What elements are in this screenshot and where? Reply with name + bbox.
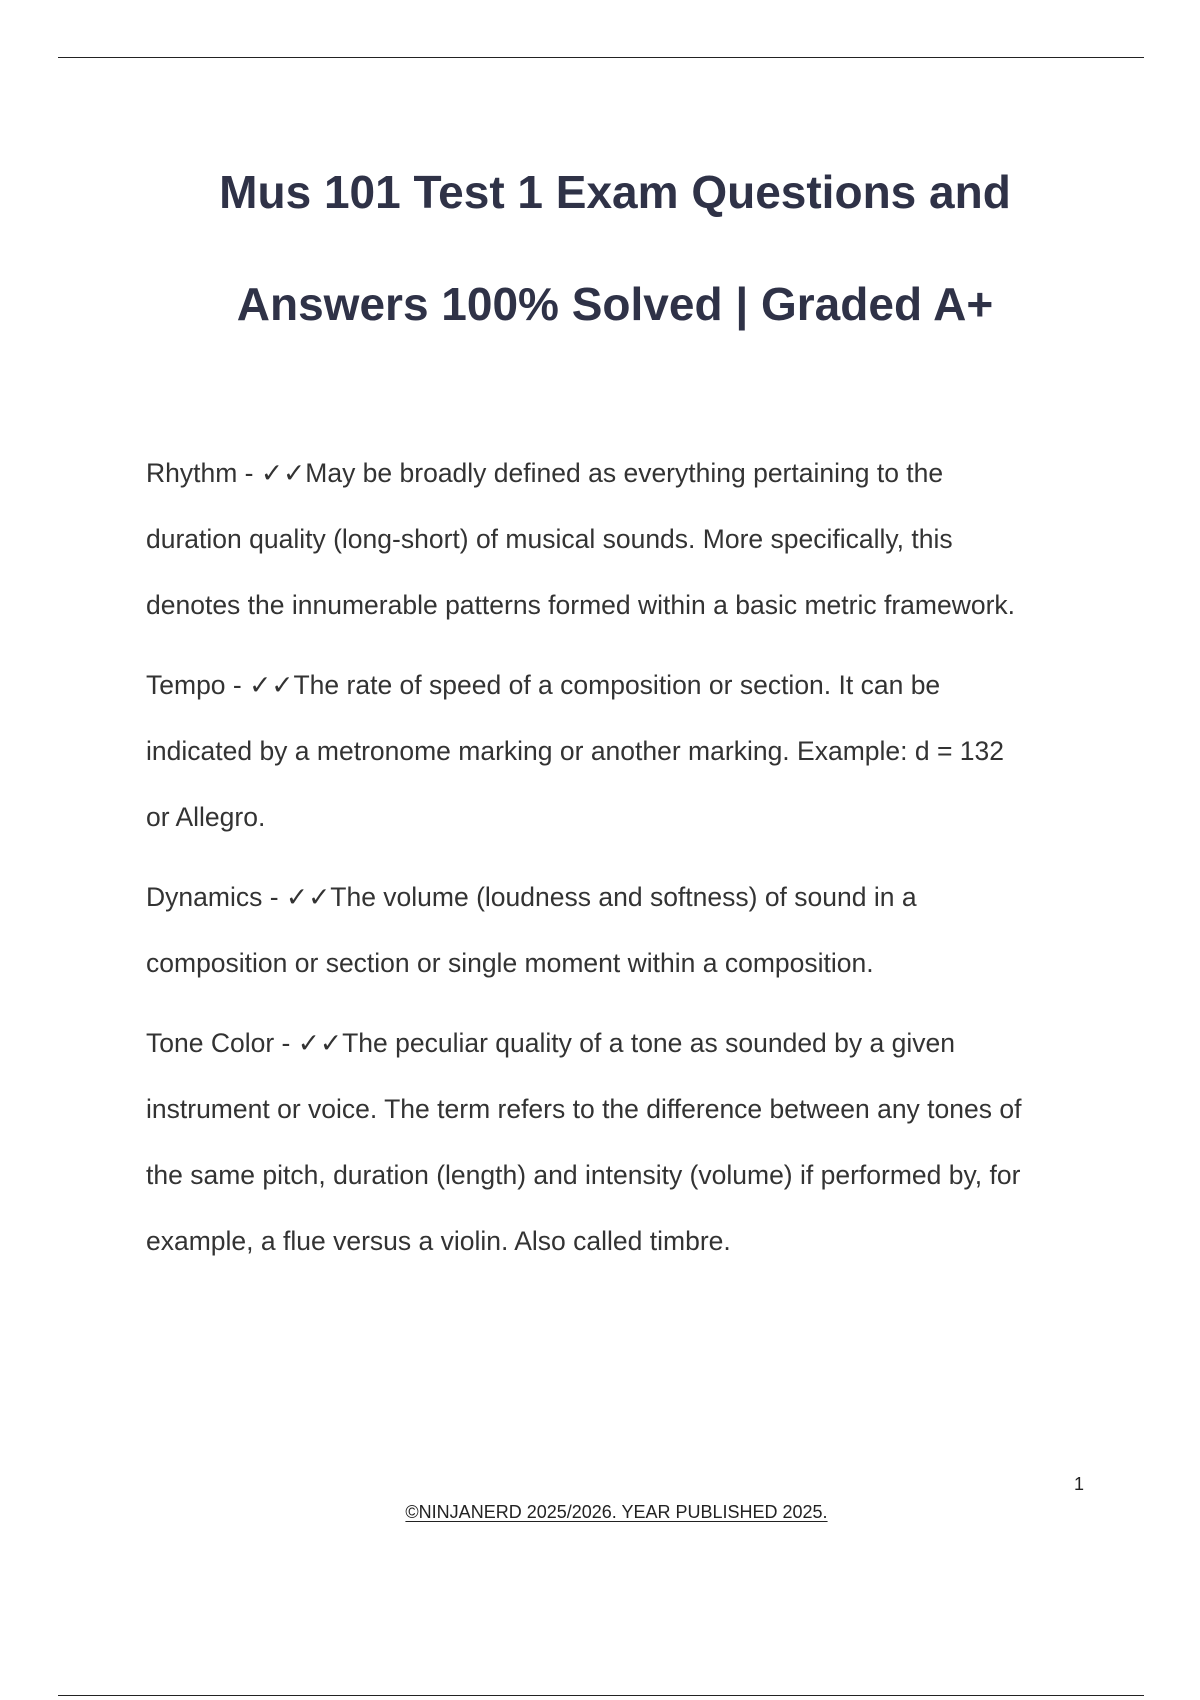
entry-line: instrument or voice. The term refers to the difference between any tones of — [146, 1094, 1022, 1124]
entry-line: Dynamics - ✓✓The volume (loudness and softness) of sound in a — [146, 882, 917, 912]
entry-line: example, a flue versus a violin. Also called timbre. — [146, 1226, 731, 1256]
entry-dynamics — [146, 864, 1096, 996]
entry-tone-color — [146, 1010, 1096, 1274]
footer-copyright — [0, 1502, 1200, 1523]
title-line: Answers 100% Solved | Graded A+ — [236, 278, 994, 330]
top-rule — [58, 57, 1144, 58]
title-line: Mus 101 Test 1 Exam Questions and — [219, 166, 1011, 218]
document-title — [120, 136, 1110, 360]
entry-rhythm — [146, 440, 1096, 638]
entry-tempo — [146, 652, 1096, 850]
bottom-rule — [58, 1695, 1144, 1696]
entry-line: Rhythm - ✓✓May be broadly defined as everything pertaining to the — [146, 458, 944, 488]
footer-text: ©NINJANERD 2025/2026. YEAR PUBLISHED 2025. — [405, 1502, 828, 1522]
entry-line: Tone Color - ✓✓The peculiar quality of a tone as sounded by a given — [146, 1028, 955, 1058]
entry-line: the same pitch, duration (length) and intensity (volume) if performed by, for — [146, 1160, 1021, 1190]
entry-line: or Allegro. — [146, 802, 266, 832]
entry-line: indicated by a metronome marking or another marking. Example: d = 132 — [146, 736, 1005, 766]
entry-line: denotes the innumerable patterns formed within a basic metric framework. — [146, 590, 1016, 620]
document-body — [146, 440, 1096, 1288]
entry-line: composition or section or single moment within a composition. — [146, 948, 874, 978]
entry-line: Tempo - ✓✓The rate of speed of a composition or section. It can be — [146, 670, 941, 700]
page-number: 1 — [1074, 1474, 1085, 1494]
entry-line: duration quality (long-short) of musical sounds. More specifically, this — [146, 524, 953, 554]
